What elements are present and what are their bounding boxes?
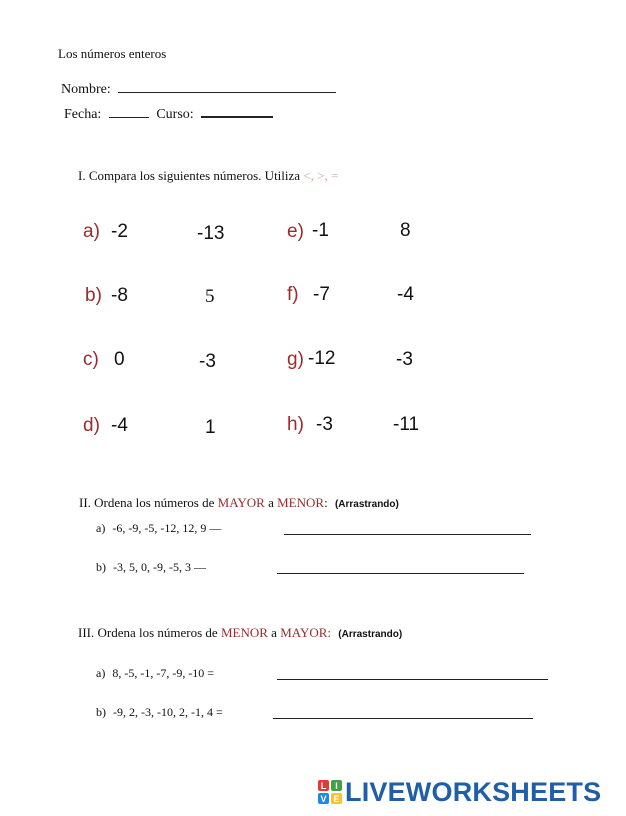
- course-field[interactable]: [201, 116, 273, 118]
- answer-line-3a[interactable]: [277, 679, 548, 680]
- liveworksheets-logo: [318, 776, 601, 808]
- item-f-letter: f): [287, 284, 299, 305]
- item-h-left: -3: [316, 414, 333, 435]
- item-b-right: 5: [205, 286, 215, 307]
- item-e-right: 8: [400, 220, 411, 241]
- item-b-letter: b): [85, 285, 102, 306]
- logo-grid-icon: [318, 780, 342, 804]
- date-label: Fecha:: [64, 107, 102, 122]
- section1-prefix: I.: [78, 168, 86, 183]
- item-c-left: 0: [114, 349, 125, 370]
- item-c-letter: c): [83, 349, 99, 370]
- row-numbers: -6, -9, -5, -12, 12, 9 —: [112, 521, 222, 535]
- answer-line-3b[interactable]: [273, 718, 533, 719]
- section2-colon: :: [324, 495, 328, 510]
- section2-note: (Arrastrando): [334, 499, 399, 510]
- name-row: [61, 82, 336, 98]
- item-g-left: -12: [308, 348, 336, 369]
- item-g-right: -3: [396, 349, 413, 370]
- logo-letter-i: I: [331, 780, 342, 791]
- section2-heading: [79, 495, 399, 511]
- section3-row-a: [96, 666, 214, 681]
- item-d-letter: d): [83, 415, 100, 436]
- item-e-letter: e): [287, 221, 304, 242]
- section2-word-mayor: MAYOR: [217, 495, 265, 510]
- answer-line-2b[interactable]: [277, 573, 524, 574]
- item-f-left: -7: [313, 284, 330, 305]
- logo-letter-v: V: [318, 793, 329, 804]
- item-e-left: -1: [312, 220, 329, 241]
- section2-row-b: [96, 560, 206, 575]
- section2-prefix: II. Ordena los números de: [79, 495, 215, 510]
- section1-instruction: Compara los siguientes números. Utiliza: [88, 168, 301, 183]
- item-h-letter: h): [287, 414, 304, 435]
- answer-line-2a[interactable]: [284, 534, 531, 535]
- section1-symbols: <, >, =: [303, 168, 339, 183]
- name-label: Nombre:: [61, 82, 111, 97]
- row-numbers: 8, -5, -1, -7, -9, -10 =: [112, 666, 215, 680]
- item-c-right: -3: [199, 351, 216, 372]
- item-a-right: -13: [197, 223, 225, 244]
- section3-prefix: III. Ordena los números de: [78, 625, 218, 640]
- section2-connector: a: [268, 495, 274, 510]
- item-a-letter: a): [83, 221, 100, 242]
- section2-row-a: [96, 521, 221, 536]
- logo-letter-l: L: [318, 780, 329, 791]
- logo-text: LIVEWORKSHEETS: [345, 776, 602, 807]
- item-f-right: -4: [397, 284, 414, 305]
- logo-letter-e: E: [331, 793, 342, 804]
- item-b-left: -8: [111, 285, 128, 306]
- item-a-left: -2: [111, 221, 128, 242]
- section3-connector: a: [271, 625, 277, 640]
- date-course-row: [64, 107, 273, 123]
- section3-word-menor: MENOR: [220, 625, 268, 640]
- row-numbers: -9, 2, -3, -10, 2, -1, 4 =: [113, 705, 223, 719]
- row-numbers: -3, 5, 0, -9, -5, 3 —: [113, 560, 206, 574]
- course-label: Curso:: [156, 107, 194, 122]
- worksheet-title: Los números enteros: [58, 46, 167, 61]
- name-field[interactable]: [118, 92, 336, 93]
- section1-heading: [78, 168, 338, 184]
- section3-heading: [78, 625, 402, 641]
- section3-word-mayor: MAYOR:: [280, 625, 332, 640]
- item-g-letter: g): [287, 349, 304, 370]
- row-label: b): [96, 560, 106, 574]
- row-label: a): [96, 521, 106, 535]
- section3-note: (Arrastrando): [338, 629, 403, 640]
- date-field[interactable]: [109, 117, 149, 118]
- row-label: a): [96, 666, 106, 680]
- section2-word-menor: MENOR: [277, 495, 325, 510]
- item-d-left: -4: [111, 415, 128, 436]
- item-h-right: -11: [393, 414, 420, 435]
- section3-row-b: [96, 705, 223, 720]
- item-d-right: 1: [205, 417, 216, 438]
- row-label: b): [96, 705, 106, 719]
